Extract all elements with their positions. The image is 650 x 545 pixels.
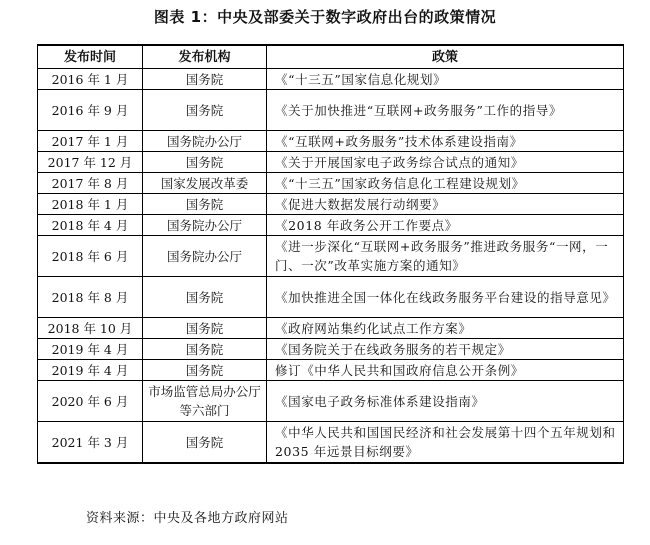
table-row [38, 194, 624, 215]
table-title: 图表 1：中央及部委关于数字政府出台的政策情况 [153, 8, 497, 26]
table-row [38, 339, 624, 360]
row-policy: 《2018 年政务公开工作要点》 [267, 215, 624, 236]
table-row [38, 90, 624, 131]
header-row [38, 45, 624, 69]
table-row [38, 277, 624, 318]
row-policy: 《“十三五”国家信息化规划》 [267, 69, 624, 90]
row-org: 国家发展改革委 [143, 173, 267, 194]
table-row [38, 422, 624, 464]
row-date: 2019 年 4 月 [38, 339, 143, 360]
row-date: 2018 年 6 月 [38, 236, 143, 277]
row-date: 2018 年 4 月 [38, 215, 143, 236]
row-policy: 《国务院关于在线政务服务的若干规定》 [267, 339, 624, 360]
table-row [38, 69, 624, 90]
row-org: 国务院 [143, 277, 267, 318]
row-date: 2017 年 12 月 [38, 152, 143, 173]
source-note: 资料来源：中央及各地方政府网站 [86, 511, 289, 526]
row-org: 国务院 [143, 318, 267, 339]
row-date: 2020 年 6 月 [38, 381, 143, 422]
row-policy: 《政府网站集约化试点工作方案》 [267, 318, 624, 339]
row-date: 2018 年 10 月 [38, 318, 143, 339]
row-org: 国务院办公厅 [143, 215, 267, 236]
table-row [38, 152, 624, 173]
row-date: 2016 年 9 月 [38, 90, 143, 131]
row-org: 国务院 [143, 339, 267, 360]
row-org: 国务院 [143, 152, 267, 173]
row-policy: 《加快推进全国一体化在线政务服务平台建设的指导意见》 [267, 277, 624, 318]
table-row [38, 318, 624, 339]
row-policy: 《“互联网+政务服务”技术体系建设指南》 [267, 131, 624, 152]
row-date: 2017 年 1 月 [38, 131, 143, 152]
row-date: 2019 年 4 月 [38, 360, 143, 381]
row-org: 国务院 [143, 69, 267, 90]
row-policy: 《关于开展国家电子政务综合试点的通知》 [267, 152, 624, 173]
row-org: 国务院办公厅 [143, 236, 267, 277]
row-date: 2018 年 8 月 [38, 277, 143, 318]
row-policy: 《进一步深化“互联网+政务服务”推进政务服务“一网，一门、一次”改革实施方案的通知》 [267, 236, 624, 277]
row-org: 市场监管总局办公厅等六部门 [143, 381, 267, 422]
row-date: 2021 年 3 月 [38, 422, 143, 464]
row-policy: 《促进大数据发展行动纲要》 [267, 194, 624, 215]
row-policy: 《“十三五”国家政务信息化工程建设规划》 [267, 173, 624, 194]
row-date: 2016 年 1 月 [38, 69, 143, 90]
header-date: 发布时间 [38, 45, 143, 69]
row-org: 国务院办公厅 [143, 131, 267, 152]
row-policy: 《中华人民共和国国民经济和社会发展第十四个五年规划和 2035 年远景目标纲要》 [267, 422, 624, 464]
header-policy: 政策 [267, 45, 624, 69]
row-org: 国务院 [143, 90, 267, 131]
policy-table [37, 44, 624, 464]
row-org: 国务院 [143, 422, 267, 464]
table-row [38, 131, 624, 152]
table-row [38, 215, 624, 236]
row-policy: 《国家电子政务标准体系建设指南》 [267, 381, 624, 422]
table-row [38, 360, 624, 381]
table-header [38, 45, 624, 69]
table-body [38, 69, 624, 464]
row-date: 2017 年 8 月 [38, 173, 143, 194]
header-org: 发布机构 [143, 45, 267, 69]
table-row [38, 236, 624, 277]
row-policy: 修订《中华人民共和国政府信息公开条例》 [267, 360, 624, 381]
row-org: 国务院 [143, 360, 267, 381]
row-policy: 《关于加快推进“互联网+政务服务”工作的指导》 [267, 90, 624, 131]
table-row [38, 173, 624, 194]
row-org: 国务院 [143, 194, 267, 215]
table-row [38, 381, 624, 422]
row-date: 2018 年 1 月 [38, 194, 143, 215]
